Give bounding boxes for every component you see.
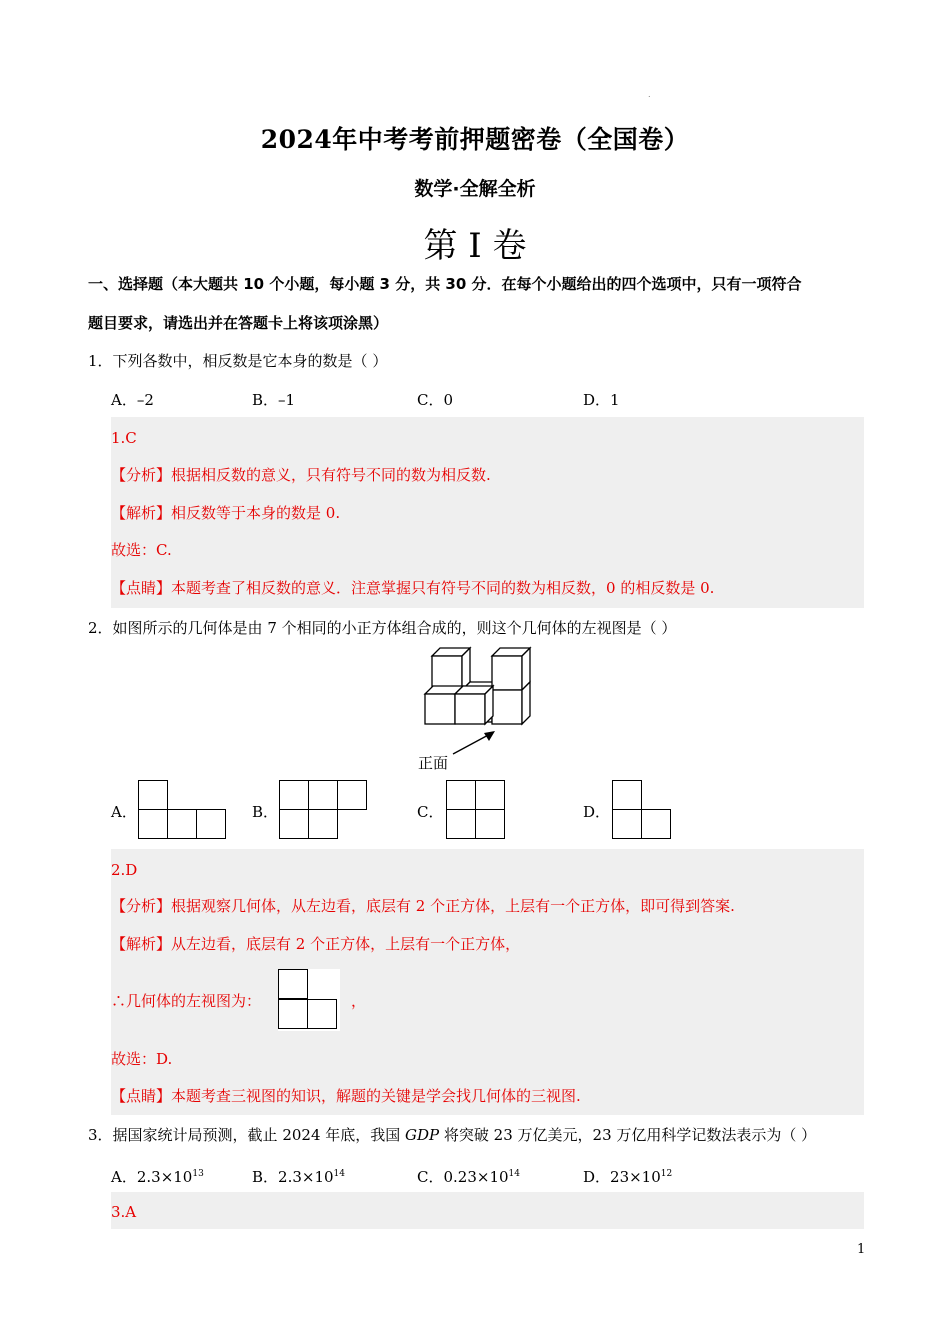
q2-option-b-label: B． [252, 803, 279, 821]
q2-choice: 故选：D. [111, 1050, 173, 1068]
q1-option-d: D．1 [583, 391, 620, 409]
q2-answer-box [111, 849, 864, 1115]
cube-side-face [522, 682, 530, 724]
q3-stem [88, 1124, 816, 1146]
exam-title: 2024年中考考前押题密卷（全国卷） [260, 125, 690, 154]
section-heading-line1: 一、选择题（本大题共 10 个小题，每小题 3 分，共 30 分．在每个小题给出的四个选项中，只有一项符合 [88, 275, 802, 293]
q1-solution: 【解析】相反数等于本身的数是 0. [111, 504, 341, 522]
q3-option-d: D．$23\times 10^{12}$ [583, 1168, 673, 1186]
front-label: 正面 [418, 754, 449, 772]
q1-choice: 故选：C. [111, 541, 172, 559]
q2-comment: 【点睛】本题考查三视图的知识，解题的关键是学会找几何体的三视图. [111, 1087, 581, 1105]
q2-left-view-answer [278, 969, 340, 1031]
page-number: 1 [857, 1242, 866, 1257]
cube-front-face [455, 694, 485, 724]
q3-option-c: C．$0.23\times 10^{14}$ [417, 1168, 520, 1186]
q2-option-a-view [138, 780, 230, 840]
q1-stem: 1．下列各数中，相反数是它本身的数是（ ） [88, 352, 388, 370]
volume-heading: 第 I 卷 [423, 226, 527, 266]
q2-option-d-label: D． [583, 803, 611, 821]
q1-comment: 【点睛】本题考查了相反数的意义．注意掌握只有符号不同的数为相反数，0 的相反数是 0. [111, 579, 715, 597]
q3-stem-post: 将突破 23 万亿美元，23 万亿用科学记数法表示为（ ） [439, 1126, 817, 1144]
q2-option-b-view [279, 780, 371, 840]
q3-answer: 3.A [111, 1203, 137, 1221]
q2-solution: 【解析】从左边看，底层有 2 个正方体，上层有一个正方体， [111, 935, 521, 953]
page-dot: . [648, 90, 651, 99]
q3-stem-pre: 3．据国家统计局预测，截止 2024 年底，我国 [88, 1126, 406, 1144]
q3-option-b: B．$2.3\times 10^{14}$ [252, 1168, 345, 1186]
q1-answer: 1.C [111, 429, 137, 447]
q2-stem: 2．如图所示的几何体是由 7 个相同的小正方体组合成的，则这个几何体的左视图是（ ） [88, 619, 677, 637]
cube-front-face [492, 690, 522, 724]
q2-comma: ， [351, 992, 367, 1010]
q1-option-a: A．–2 [111, 391, 154, 409]
q2-option-d-view [612, 780, 674, 840]
q2-option-c-label: C． [417, 803, 444, 821]
exam-subtitle: 数学·全解全析 [414, 178, 536, 200]
q1-answer-box [111, 417, 864, 608]
q1-option-c: C．0 [417, 391, 454, 409]
q3-stem-gdp: GDP [405, 1126, 440, 1144]
q3-option-a: A．$2.3\times 10^{13}$ [111, 1168, 204, 1186]
q2-therefore: ∴几何体的左视图为： [111, 992, 262, 1010]
q3-answer-box [111, 1192, 864, 1229]
q2-option-a-label: A． [111, 803, 137, 821]
q1-analysis: 【分析】根据相反数的意义，只有符号不同的数为相反数. [111, 466, 491, 484]
cube-front-face [425, 694, 455, 724]
q2-option-c-view [446, 780, 508, 840]
q2-analysis: 【分析】根据观察几何体，从左边看，底层有 2 个正方体，上层有一个正方体，即可得到答案. [111, 897, 735, 915]
section-heading-line2: 题目要求，请选出并在答题卡上将该项涂黑） [88, 314, 389, 332]
cube-front-face [492, 656, 522, 690]
q2-answer: 2.D [111, 861, 138, 879]
q1-option-b: B．–1 [252, 391, 296, 409]
cube-front-face [432, 656, 462, 690]
